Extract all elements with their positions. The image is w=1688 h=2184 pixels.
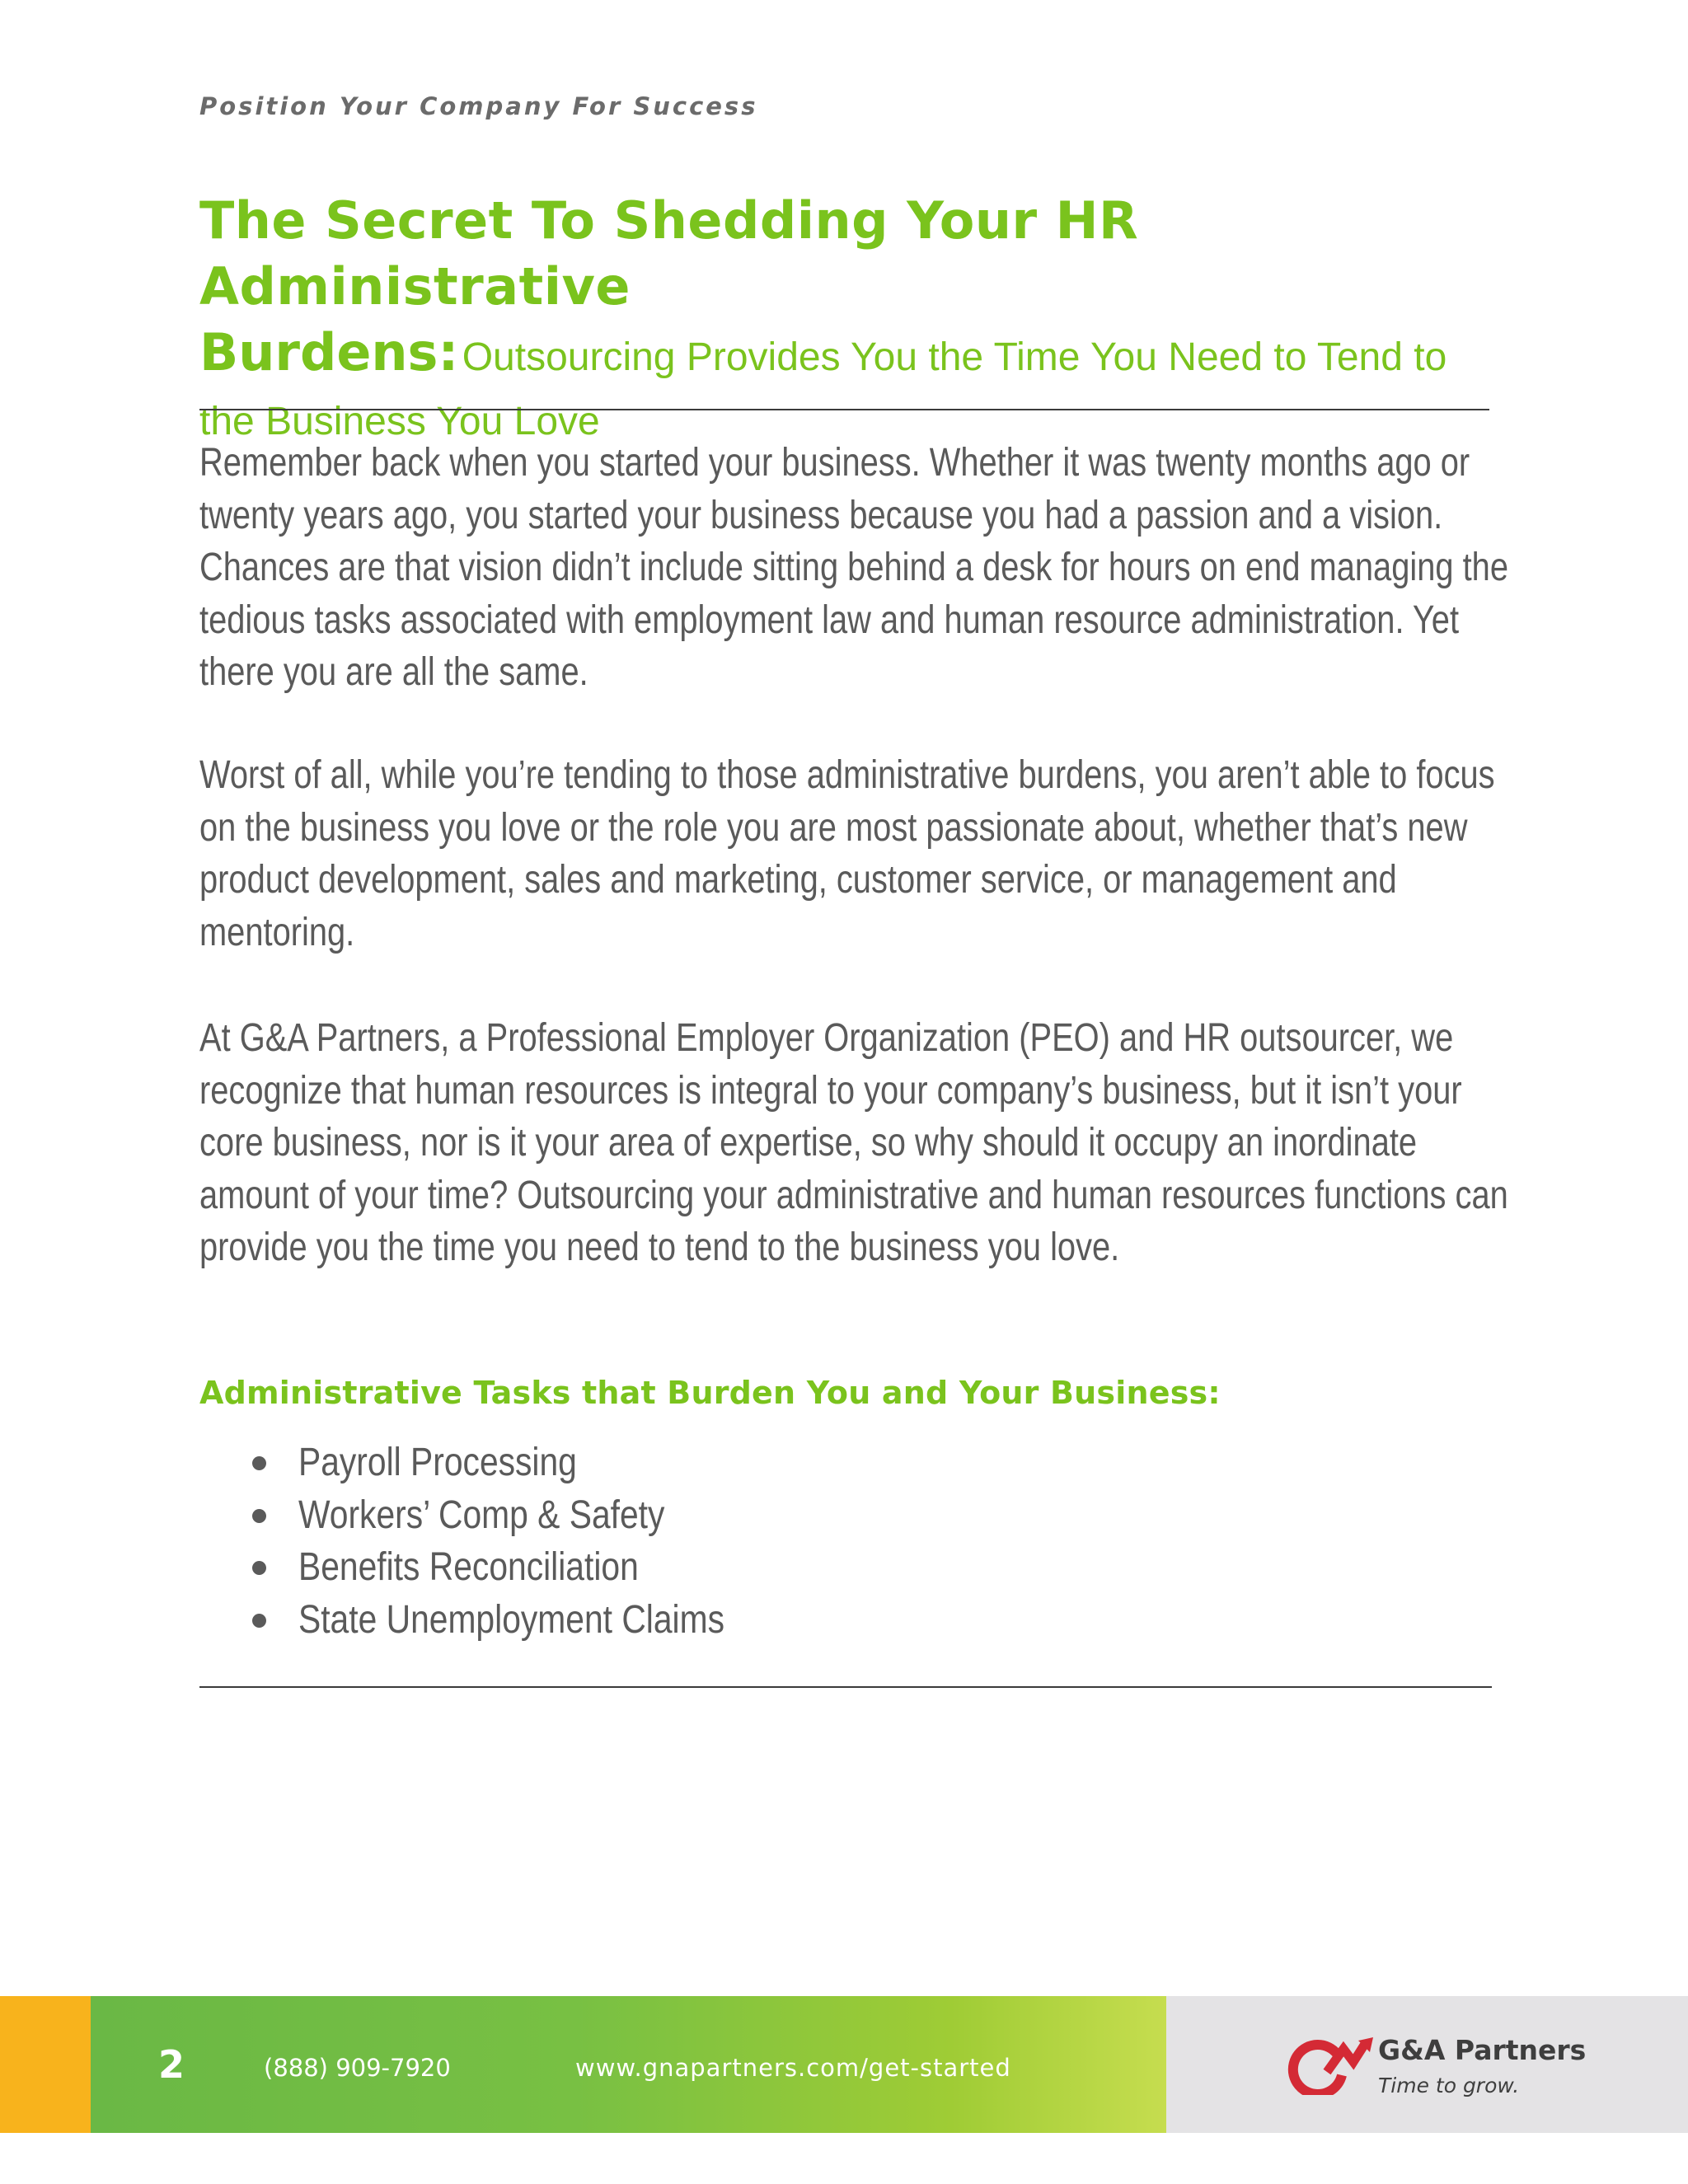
top-divider bbox=[199, 409, 1489, 410]
page-title bbox=[199, 188, 1510, 454]
footer-brand-name: G&A Partners bbox=[1378, 2034, 1587, 2066]
footer-phone: (888) 909-7920 bbox=[264, 2054, 451, 2082]
title-line-1: The Secret To Shedding Your HR Administrative bbox=[199, 190, 1139, 316]
footer-bar bbox=[0, 1996, 1688, 2133]
paragraph-1 bbox=[199, 437, 1535, 699]
tasks-heading: Administrative Tasks that Burden You and Your Business: bbox=[199, 1375, 1221, 1411]
list-item: Benefits Reconciliation bbox=[247, 1541, 799, 1594]
paragraph-2-text: Worst of all, while you’re tending to those administrative burdens, you aren’t able to focus on the business you love or the role you are most passionate about, whether that’s new product development, sales and marketing, customer service, or management and mentoring. bbox=[199, 753, 1495, 954]
bullet-icon bbox=[252, 1614, 266, 1628]
title-subtitle: Outsourcing Provides You the Time You Need to Tend to the Business You Love bbox=[199, 335, 1447, 443]
bullet-icon bbox=[252, 1561, 266, 1575]
bottom-divider bbox=[199, 1686, 1492, 1688]
title-line-2: Burdens: bbox=[199, 322, 459, 382]
paragraph-1-text: Remember back when you started your business. Whether it was twenty months ago or twenty years ago, you started your business because you had a passion and a vision. Chances are that vision didn’t include sitting behind a desk for hours on end managing the tedious tasks associated with employment law and human resource administration. Yet there you are all the same. bbox=[199, 441, 1508, 694]
tasks-list bbox=[247, 1436, 799, 1646]
list-item: Payroll Processing bbox=[247, 1436, 799, 1489]
paragraph-2 bbox=[199, 749, 1535, 958]
footer-tagline: Time to grow. bbox=[1378, 2074, 1520, 2097]
paragraph-3-text: At G&A Partners, a Professional Employer Organization (PEO) and HR outsourcer, we recognize that human resources is integral to your company’s business, but it isn’t your core business, nor is it your area of expertise, so why should it occupy an inordinate amount of your time? Outsourcing your administrative and human resources functions can provide you the time you need to tend to the business you love. bbox=[199, 1016, 1508, 1269]
list-item: Workers’ Comp & Safety bbox=[247, 1489, 799, 1542]
footer-url-link[interactable]: www.gnapartners.com/get-started bbox=[575, 2054, 1011, 2082]
paragraph-3 bbox=[199, 1012, 1535, 1274]
footer-orange-block bbox=[0, 1996, 91, 2133]
page-number: 2 bbox=[158, 2042, 185, 2087]
bullet-icon bbox=[252, 1509, 266, 1523]
ga-partners-logo-icon bbox=[1286, 2029, 1376, 2095]
bullet-icon bbox=[252, 1456, 266, 1470]
section-kicker: Position Your Company For Success bbox=[199, 92, 758, 120]
list-item: State Unemployment Claims bbox=[247, 1594, 799, 1647]
